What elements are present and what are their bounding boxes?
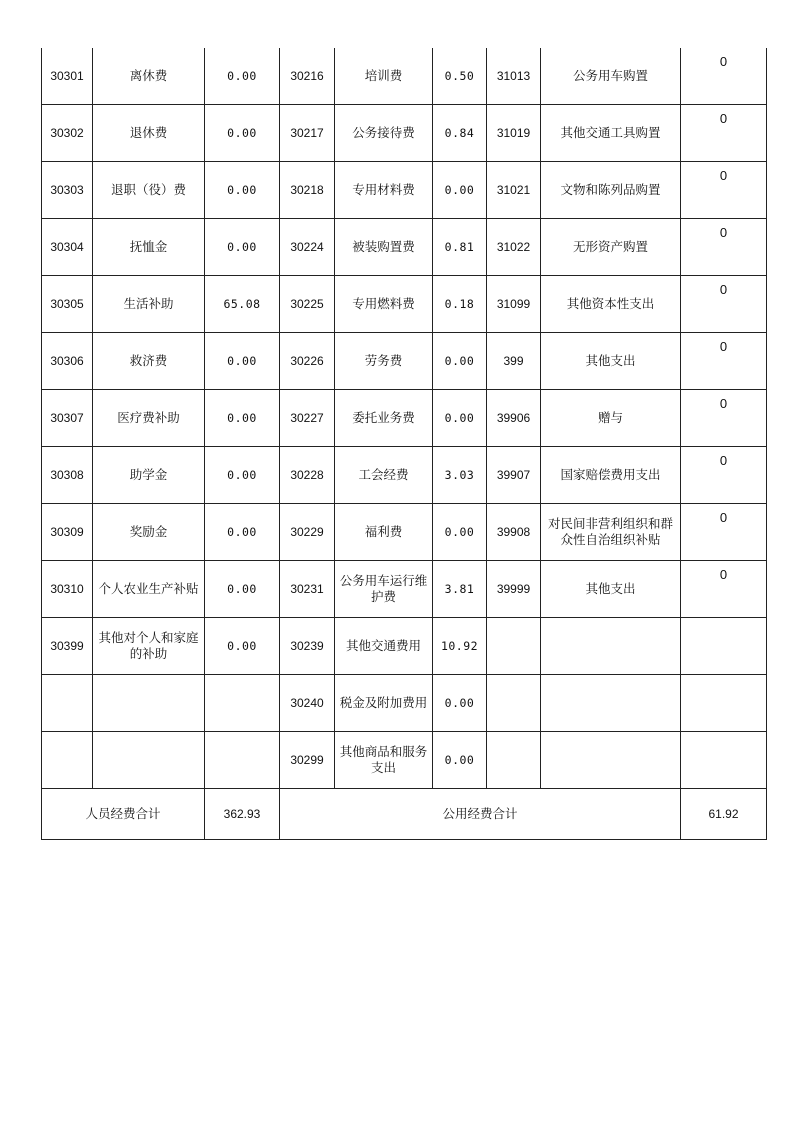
capital-code: 39908 xyxy=(487,504,541,561)
capital-item: 其他支出 xyxy=(541,333,681,390)
table-row xyxy=(42,219,767,276)
personnel-code: 30306 xyxy=(42,333,93,390)
personnel-item: 退职（役）费 xyxy=(93,162,205,219)
public-code: 30217 xyxy=(280,105,335,162)
public-amount: 0.00 xyxy=(433,732,487,789)
totals-row xyxy=(42,789,767,840)
public-code: 30239 xyxy=(280,618,335,675)
personnel-item: 救济费 xyxy=(93,333,205,390)
capital-amount: 0 xyxy=(681,561,767,618)
table-row xyxy=(42,504,767,561)
capital-item: 国家赔偿费用支出 xyxy=(541,447,681,504)
capital-item xyxy=(541,675,681,732)
public-amount: 3.03 xyxy=(433,447,487,504)
personnel-code: 30307 xyxy=(42,390,93,447)
personnel-code xyxy=(42,732,93,789)
public-amount: 0.81 xyxy=(433,219,487,276)
personnel-total-value: 362.93 xyxy=(205,789,280,840)
capital-code xyxy=(487,618,541,675)
personnel-item xyxy=(93,732,205,789)
capital-amount: 0 xyxy=(681,105,767,162)
table-row xyxy=(42,561,767,618)
personnel-code: 30305 xyxy=(42,276,93,333)
capital-amount xyxy=(681,618,767,675)
public-item: 公务接待费 xyxy=(335,105,433,162)
personnel-amount xyxy=(205,675,280,732)
capital-amount: 0 xyxy=(681,333,767,390)
public-code: 30240 xyxy=(280,675,335,732)
table-row xyxy=(42,447,767,504)
expenditure-table xyxy=(41,48,767,840)
capital-code: 399 xyxy=(487,333,541,390)
public-code: 30229 xyxy=(280,504,335,561)
public-code: 30218 xyxy=(280,162,335,219)
personnel-total-label: 人员经费合计 xyxy=(42,789,205,840)
personnel-item: 奖励金 xyxy=(93,504,205,561)
personnel-code: 30310 xyxy=(42,561,93,618)
personnel-amount: 0.00 xyxy=(205,162,280,219)
capital-item xyxy=(541,618,681,675)
personnel-amount: 0.00 xyxy=(205,447,280,504)
capital-item: 对民间非营利组织和群众性自治组织补贴 xyxy=(541,504,681,561)
personnel-code: 30301 xyxy=(42,48,93,105)
personnel-item: 生活补助 xyxy=(93,276,205,333)
capital-amount: 0 xyxy=(681,276,767,333)
personnel-code: 30302 xyxy=(42,105,93,162)
capital-item: 赠与 xyxy=(541,390,681,447)
public-amount: 10.92 xyxy=(433,618,487,675)
capital-code xyxy=(487,732,541,789)
public-item: 工会经费 xyxy=(335,447,433,504)
table-row xyxy=(42,333,767,390)
public-amount: 0.00 xyxy=(433,504,487,561)
personnel-item: 个人农业生产补贴 xyxy=(93,561,205,618)
table-row xyxy=(42,162,767,219)
personnel-amount: 0.00 xyxy=(205,618,280,675)
personnel-item: 助学金 xyxy=(93,447,205,504)
public-item: 税金及附加费用 xyxy=(335,675,433,732)
public-item: 福利费 xyxy=(335,504,433,561)
personnel-amount: 0.00 xyxy=(205,105,280,162)
personnel-amount: 0.00 xyxy=(205,504,280,561)
table-row xyxy=(42,105,767,162)
capital-item: 公务用车购置 xyxy=(541,48,681,105)
public-amount: 0.50 xyxy=(433,48,487,105)
public-item: 专用燃料费 xyxy=(335,276,433,333)
capital-code: 31021 xyxy=(487,162,541,219)
public-amount: 0.00 xyxy=(433,675,487,732)
personnel-amount: 0.00 xyxy=(205,561,280,618)
personnel-item xyxy=(93,675,205,732)
personnel-amount: 0.00 xyxy=(205,333,280,390)
capital-code: 31013 xyxy=(487,48,541,105)
public-amount: 0.00 xyxy=(433,162,487,219)
table-row xyxy=(42,618,767,675)
personnel-item: 退休费 xyxy=(93,105,205,162)
capital-code: 39906 xyxy=(487,390,541,447)
capital-item: 其他资本性支出 xyxy=(541,276,681,333)
personnel-item: 离休费 xyxy=(93,48,205,105)
personnel-item: 抚恤金 xyxy=(93,219,205,276)
public-item: 公务用车运行维护费 xyxy=(335,561,433,618)
table-row xyxy=(42,390,767,447)
personnel-amount: 0.00 xyxy=(205,390,280,447)
public-amount: 0.18 xyxy=(433,276,487,333)
public-item: 劳务费 xyxy=(335,333,433,390)
public-code: 30228 xyxy=(280,447,335,504)
personnel-code: 30303 xyxy=(42,162,93,219)
table-row xyxy=(42,48,767,105)
public-code: 30225 xyxy=(280,276,335,333)
personnel-item: 其他对个人和家庭的补助 xyxy=(93,618,205,675)
public-total-value: 61.92 xyxy=(681,789,767,840)
personnel-amount xyxy=(205,732,280,789)
public-amount: 0.84 xyxy=(433,105,487,162)
public-code: 30227 xyxy=(280,390,335,447)
personnel-code xyxy=(42,675,93,732)
personnel-amount: 0.00 xyxy=(205,219,280,276)
public-item: 培训费 xyxy=(335,48,433,105)
table-row xyxy=(42,276,767,333)
capital-code: 31019 xyxy=(487,105,541,162)
capital-code: 39907 xyxy=(487,447,541,504)
capital-code xyxy=(487,675,541,732)
capital-item xyxy=(541,732,681,789)
public-item: 专用材料费 xyxy=(335,162,433,219)
capital-item: 文物和陈列品购置 xyxy=(541,162,681,219)
capital-amount xyxy=(681,675,767,732)
public-code: 30216 xyxy=(280,48,335,105)
personnel-code: 30399 xyxy=(42,618,93,675)
capital-item: 其他交通工具购置 xyxy=(541,105,681,162)
capital-code: 39999 xyxy=(487,561,541,618)
public-code: 30226 xyxy=(280,333,335,390)
capital-amount: 0 xyxy=(681,504,767,561)
public-item: 其他交通费用 xyxy=(335,618,433,675)
public-item: 被装购置费 xyxy=(335,219,433,276)
personnel-amount: 0.00 xyxy=(205,48,280,105)
personnel-code: 30309 xyxy=(42,504,93,561)
capital-amount: 0 xyxy=(681,162,767,219)
capital-code: 31099 xyxy=(487,276,541,333)
public-amount: 0.00 xyxy=(433,333,487,390)
capital-amount xyxy=(681,732,767,789)
capital-code: 31022 xyxy=(487,219,541,276)
capital-item: 其他支出 xyxy=(541,561,681,618)
capital-amount: 0 xyxy=(681,390,767,447)
personnel-code: 30304 xyxy=(42,219,93,276)
personnel-item: 医疗费补助 xyxy=(93,390,205,447)
public-item: 委托业务费 xyxy=(335,390,433,447)
table-row xyxy=(42,732,767,789)
personnel-code: 30308 xyxy=(42,447,93,504)
public-code: 30231 xyxy=(280,561,335,618)
capital-amount: 0 xyxy=(681,447,767,504)
public-amount: 0.00 xyxy=(433,390,487,447)
table-row xyxy=(42,675,767,732)
capital-item: 无形资产购置 xyxy=(541,219,681,276)
capital-amount: 0 xyxy=(681,219,767,276)
public-item: 其他商品和服务支出 xyxy=(335,732,433,789)
public-total-label: 公用经费合计 xyxy=(280,789,681,840)
public-amount: 3.81 xyxy=(433,561,487,618)
public-code: 30299 xyxy=(280,732,335,789)
capital-amount: 0 xyxy=(681,48,767,105)
public-code: 30224 xyxy=(280,219,335,276)
personnel-amount: 65.08 xyxy=(205,276,280,333)
